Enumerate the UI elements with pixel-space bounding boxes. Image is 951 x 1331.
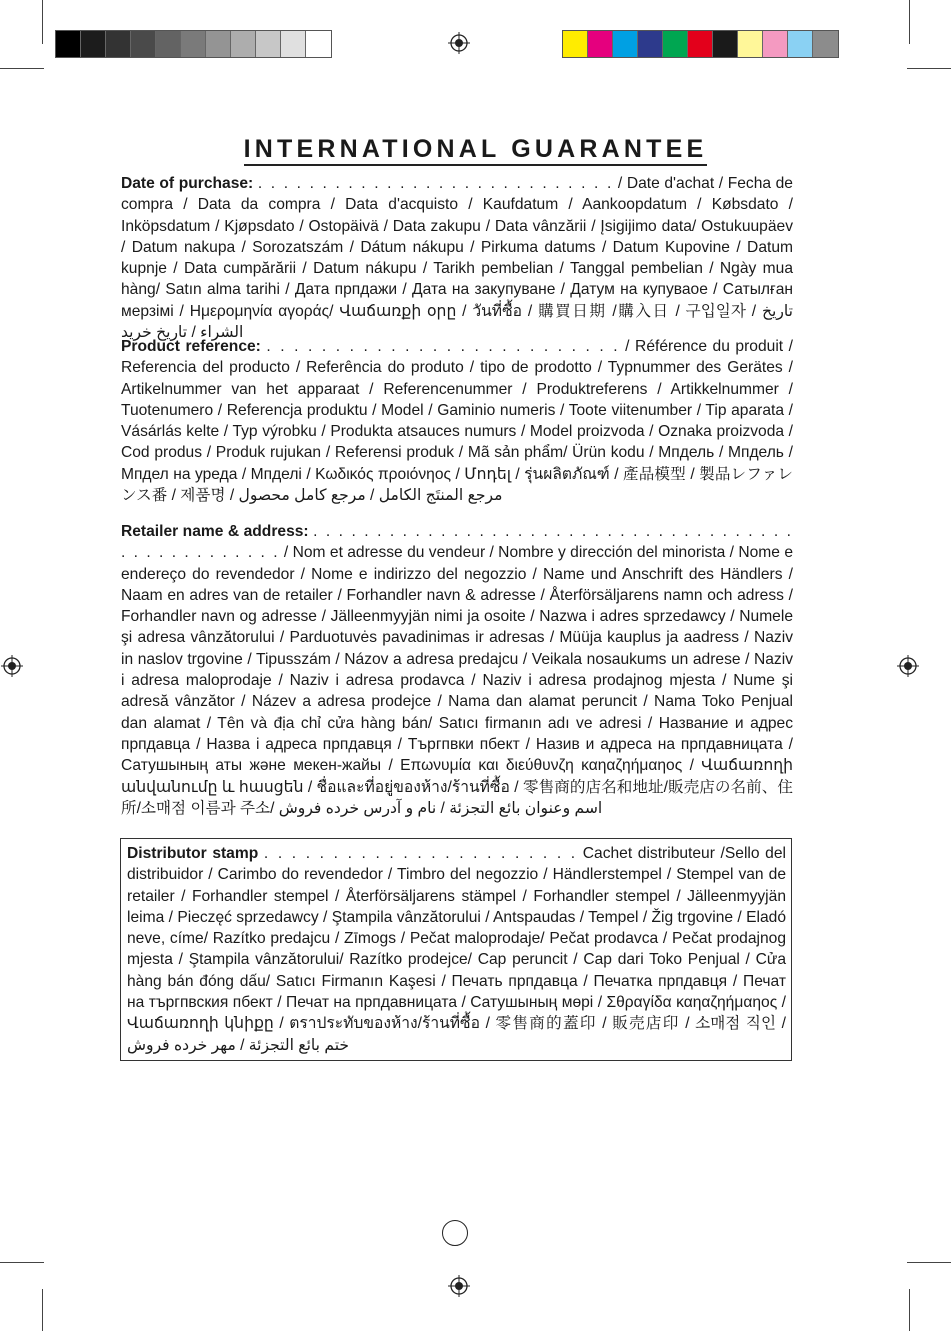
grayscale-color-bar: [55, 30, 332, 58]
color-swatch: [81, 31, 106, 57]
product-reference-section: [121, 336, 793, 506]
color-swatch: [56, 31, 81, 57]
crop-mark: [0, 1262, 44, 1263]
color-swatch: [813, 31, 838, 57]
color-swatch: [613, 31, 638, 57]
retailer-fill-line[interactable]: . . . . . . . . . . . . . . . . . . . . . . . . . . . . . . . . . . . . . . . . . . . . . . . . . . .: [121, 523, 793, 562]
color-swatch: [281, 31, 306, 57]
crop-mark: [907, 1262, 951, 1263]
color-swatch: [156, 31, 181, 57]
distributor-stamp-fill-line: . . . . . . . . . . . . . . . . . . . . . . .: [263, 845, 578, 862]
color-swatch: [738, 31, 763, 57]
distributor-stamp-section: [127, 843, 786, 1056]
color-swatch: [663, 31, 688, 57]
registration-mark-icon: [1, 655, 23, 677]
retailer-section: [121, 521, 793, 819]
process-color-bar: [562, 30, 839, 58]
distributor-stamp-translations: Cachet distributeur /Sello del distribuidor / Carimbo do revendedor / Timbro del negozzio / Händlerstempel / Stempel van de retailer / Forhandler stempel / Återförsäljarens stämpel / Forhandler stempel / Jälleenmyyjän leima / Pieczęć sprzedawcy / Ştampila vânzătorului / Antspaudas / Tempel / Žig trgovine / Eladó neve, címe/ Razítko predajcu / Zīmogs / Pečat maloprodaje/ Pečat prodavca / Pečat prodajnog mjesta / Ştampila vânzătorului/ Razítko prodejce/ Cap peruncit / Cap dari Toko Penjual / Cửa hàng bán đóng dấu/ Satıcı Firmanın Kaşesi / Печать прпдавца / Печатка прпдавця / Печат на търгпвския пбект / Печат на прпдавницата / Сатушының мөрі / Σθραγίδα καηαζηήμαηος / Վաճառողի կնիքը / ตราประทับของห้าง/ร้านที่ซื้อ / 零售商的蓋印 / 販売店印 / 소매점 직인 / ختم بائع التجزئة / مهر خرده فروش: [127, 845, 786, 1054]
page-title: [0, 135, 951, 164]
crop-mark: [907, 68, 951, 69]
crop-mark: [909, 1289, 910, 1331]
registration-mark-icon: [897, 655, 919, 677]
purchase-date-fill-line[interactable]: . . . . . . . . . . . . . . . . . . . . . . . . . . . .: [257, 175, 614, 192]
product-reference-fill-line[interactable]: . . . . . . . . . . . . . . . . . . . . . . . . . .: [266, 338, 620, 355]
color-swatch: [106, 31, 131, 57]
purchase-date-label: Date of purchase:: [121, 175, 254, 192]
color-swatch: [788, 31, 813, 57]
crop-mark: [42, 0, 43, 44]
color-swatch: [638, 31, 663, 57]
color-swatch: [206, 31, 231, 57]
registration-mark-icon: [448, 1275, 470, 1297]
color-swatch: [181, 31, 206, 57]
page-title-text: INTERNATIONAL GUARANTEE: [244, 135, 708, 166]
crop-mark: [909, 0, 910, 44]
color-swatch: [763, 31, 788, 57]
color-swatch: [306, 31, 331, 57]
crop-mark: [0, 68, 44, 69]
retailer-label: Retailer name & address:: [121, 523, 309, 540]
product-reference-translations: / Référence du produit / Referencia del producto / Referência do produto / tipo de prodotto / Typnummer des Gerätes / Artikelnummer van het apparaat / Referencenummer / Produktreferens / Artikkelnummer / Tuotenumero / Referencja produktu / Model / Gaminio numeris / Toote viitenumber / Tip aparata / Vásárlás kelte / Typ výrobku / Produkta atsauces numurs / Model proizvoda / Oznaka proizvoda / Cod produs / Produk rujukan / Referensi produk / Mã sản phẩm/ Ürün kodu / Мпдель / Мпдель / Мпдел на уреда / Мпделі / Κωδικός προιόνηος / Մոդել / รุ่นผลิตภัณฑ์ / 產品模型 / 製品レファレンス番 / 제품명 / مرجع المنتَج الكامل / مرجع كامل محصول: [121, 338, 793, 505]
purchase-date-translations: / Date d'achat / Fecha de compra / Data da compra / Data d'acquisto / Kaufdatum / Aankoopdatum / Købsdato / Inköpsdatum / Kjøpsdato / Ostopäivä / Data zakupu / Data vânzării / Įsigijimo data/ Ostukuupäev / Datum nakupa / Sorozatszám / Dátum nákupu / Pirkuma datums / Datum Kupovine / Datum kupnje / Data cumpărării / Datum nákupu / Tarikh pembelian / Tanggal pembelian / Ngày mua hàng/ Satın alma tarihi / Дата прпдажи / Дата на закупуване / Датум на купуваое / Сатылған мерзімі / Ημερομηνία αγοράς/ Վաճառքի օրը / วันที่ซื้อ / 購買日期 /購入日 / 구입일자 / تاريخ الشراء / تاريخ خريد: [121, 175, 793, 342]
color-swatch: [563, 31, 588, 57]
product-reference-label: Product reference:: [121, 338, 261, 355]
retailer-translations: / Nom et adresse du vendeur / Nombre y dirección del minorista / Nome e endereço do revendedor / Nome e indirizzo del negozzio / Name und Anschrift des Händlers / Naam en adres van de retailer / Forhandler navn & adresse / Återförsäljarens namn och adress / Forhandler navn og adresse / Jälleenmyyjän nimi ja osoite / Nazwa i adres sprzedawcy / Numele şi adresa vânzătorului / Parduotuvės pavadinimas ir adresas / Müüja kauplus ja aadress / Naziv in naslov trgovine / Tipusszám / Názov a adresa predajcu / Veikala nosaukums un adrese / Naziv i adresa maloprodaje / Naziv i adresa prodavca / Naziv i adresa prodajnog mjesta / Nume şi adresă vânzător / Název a adresa prodejce / Nama dan alamat peruncit / Nama Toko Penjual dan alamat / Tên và địa chỉ cửa hàng bán/ Satıcı firmanın adı ve adresi / Название и адрес прпдавца / Назва і адреса прпдавця / Търгпвки пбект / Назив и адреса на прпдавницата / Сатушының аты және мекен-жайы / Επωνυμία και διεύθυνζη καηαζηήμαηος / Վաճառողի անվանումը և հասցեն / ชื่อและที่อยู่ของห้าง/ร้านที่ซื้อ / 零售商的店名和地址/販売店の名前、住所/소매점 이름과 주소/ اسم وعنوان بائع التجزئة / نام و آدرس خرده فروش: [121, 544, 793, 817]
color-swatch: [131, 31, 156, 57]
crop-mark: [42, 1289, 43, 1331]
distributor-stamp-label: Distributor stamp: [127, 845, 259, 862]
color-swatch: [588, 31, 613, 57]
purchase-date-section: [121, 173, 793, 343]
color-swatch: [688, 31, 713, 57]
registration-mark-icon: [448, 32, 470, 54]
distributor-stamp-box[interactable]: [120, 838, 792, 1061]
color-swatch: [231, 31, 256, 57]
color-swatch: [256, 31, 281, 57]
page-number-circle: [442, 1220, 468, 1246]
color-swatch: [713, 31, 738, 57]
